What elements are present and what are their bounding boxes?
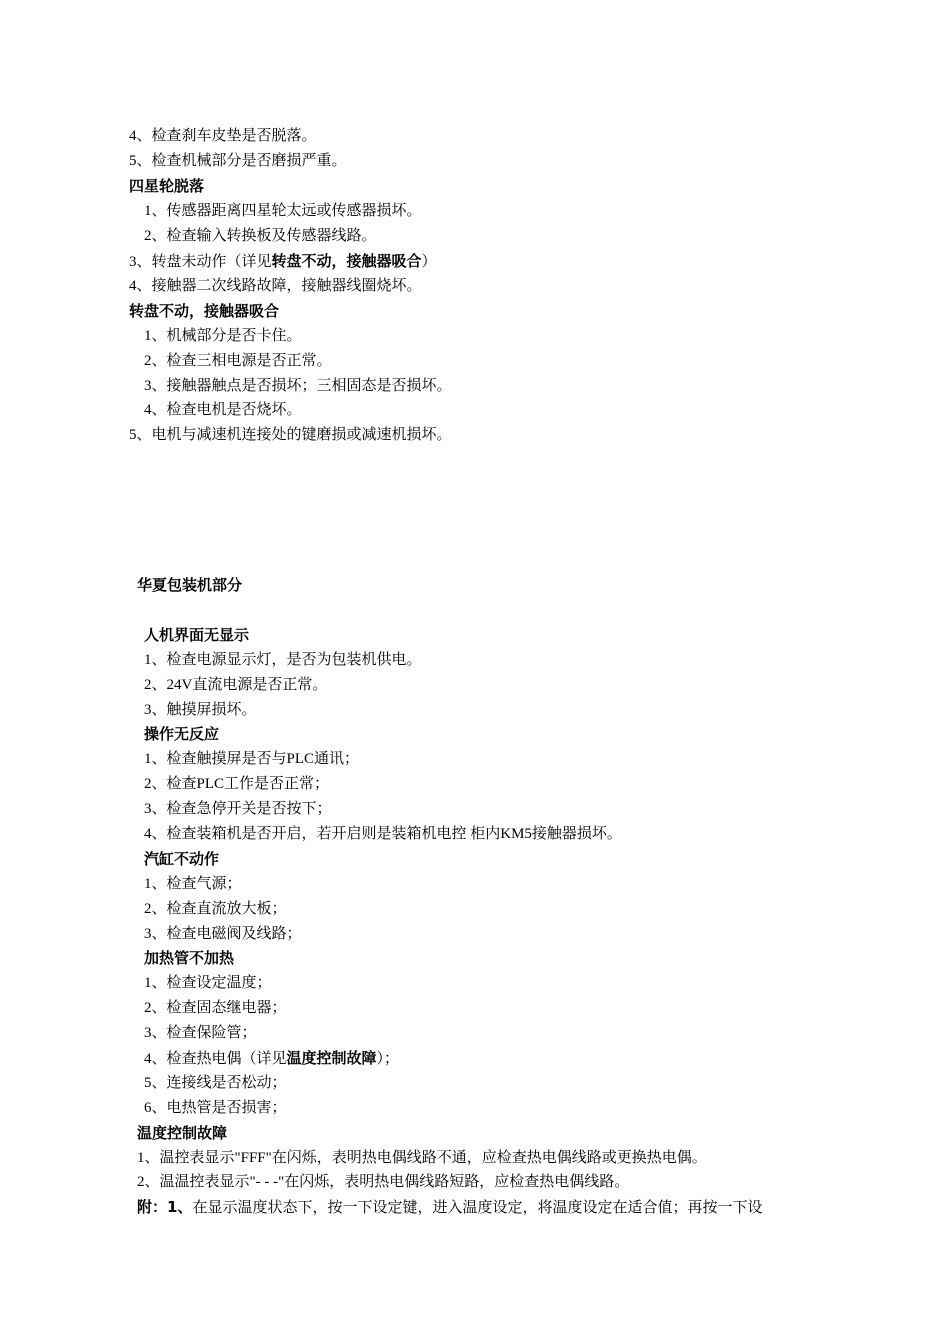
section-heading: 四星轮脱落 — [129, 177, 205, 195]
cross-reference: 转盘不动，接触器吸合 — [271, 252, 422, 270]
list-item: 1、检查电源显示灯，是否为包装机供电。 — [144, 652, 422, 668]
list-item: 4、检查装箱机是否开启，若开启则是装箱机电控 柜内KM5接触器损坏。 — [144, 826, 622, 842]
section-heading: 操作无反应 — [144, 725, 220, 743]
list-item — [129, 251, 437, 272]
list-item: 1、温控表显示"FFF"在闪烁，表明热电偶线路不通，应检查热电偶线路或更换热电偶。 — [137, 1150, 707, 1166]
list-item: 2、检查PLC工作是否正常； — [144, 776, 330, 792]
list-item: 2、温温控表显示"- - -"在闪烁，表明热电偶线路短路，应检查热电偶线路。 — [137, 1174, 630, 1190]
list-item: 2、24V直流电源是否正常。 — [144, 677, 328, 693]
section-heading: 加热管不加热 — [144, 949, 235, 967]
list-item: 6、电热管是否损害； — [144, 1100, 287, 1116]
item-text: 4、检查热电偶（详见 — [144, 1051, 287, 1067]
note-text: 在显示温度状态下，按一下设定键，进入温度设定，将温度设定在适合值；再按一下设 — [192, 1200, 763, 1216]
list-item: 4、检查刹车皮垫是否脱落。 — [129, 128, 317, 144]
item-text: ） — [421, 254, 437, 270]
list-item: 2、检查输入转换板及传感器线路。 — [144, 228, 377, 244]
list-item: 1、检查气源； — [144, 876, 242, 892]
section-heading: 人机界面无显示 — [144, 626, 250, 644]
list-item: 2、检查直流放大板； — [144, 901, 287, 917]
cross-reference: 温度控制故障 — [286, 1049, 377, 1067]
list-item: 3、接触器触点是否损坏；三相固态是否损坏。 — [144, 378, 452, 394]
list-item: 4、接触器二次线路故障，接触器线圈烧坏。 — [129, 278, 422, 294]
item-text: 3、转盘未动作（详见 — [129, 254, 272, 270]
list-item: 4、检查电机是否烧坏。 — [144, 402, 302, 418]
section-title: 华夏包装机部分 — [137, 576, 243, 594]
section-heading: 汽缸不动作 — [144, 850, 220, 868]
list-item: 1、机械部分是否卡住。 — [144, 328, 302, 344]
list-item: 1、传感器距离四星轮太远或传感器损坏。 — [144, 203, 422, 219]
list-item: 1、检查触摸屏是否与PLC通讯； — [144, 751, 360, 767]
section-heading: 温度控制故障 — [137, 1124, 228, 1142]
list-item: 3、触摸屏损坏。 — [144, 702, 257, 718]
list-item: 3、检查急停开关是否按下； — [144, 801, 332, 817]
list-item: 3、检查保险管； — [144, 1025, 257, 1041]
list-item: 2、检查固态继电器； — [144, 1000, 287, 1016]
list-item: 2、检查三相电源是否正常。 — [144, 353, 332, 369]
list-item: 1、检查设定温度； — [144, 975, 272, 991]
list-item: 5、电机与减速机连接处的键磨损或减速机损坏。 — [129, 427, 452, 443]
list-item — [144, 1048, 399, 1069]
list-item: 5、连接线是否松动； — [144, 1075, 287, 1091]
section-heading: 转盘不动，接触器吸合 — [129, 302, 280, 320]
list-item: 5、检查机械部分是否磨损严重。 — [129, 153, 347, 169]
item-text: ）； — [376, 1051, 400, 1067]
note-label: 附：1、 — [137, 1198, 193, 1216]
list-item: 3、检查电磁阀及线路； — [144, 926, 302, 942]
note-line — [137, 1197, 762, 1218]
